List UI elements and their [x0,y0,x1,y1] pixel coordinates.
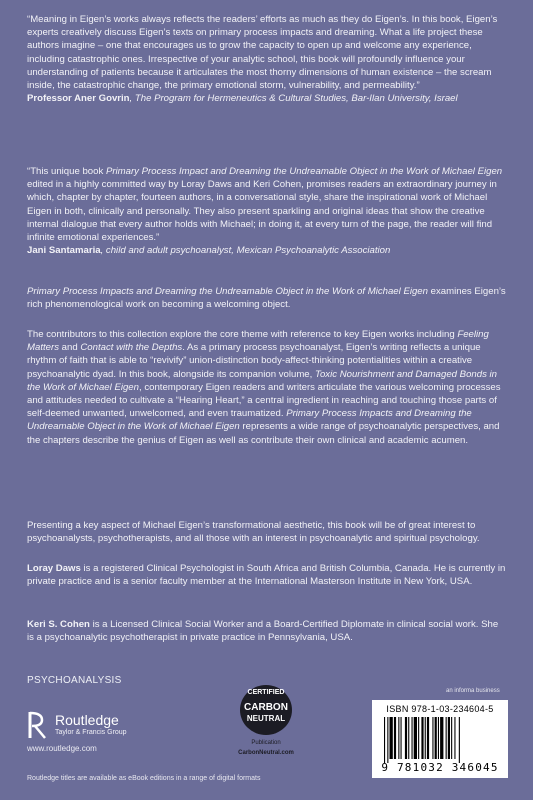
carbon-neutral-badge [227,682,305,762]
barcode-bar [408,717,409,759]
barcode-bar [448,717,450,759]
publisher-url: www.routledge.com [27,744,97,753]
endorsement-govrin [27,13,507,105]
barcode-bar [398,717,399,759]
blurb-intro: Primary Process Impacts and Dreaming the Undreamable Object in the Work of Michael Eigen examines Eigen’s rich phenomenological work on becoming a welcoming object. [27,286,506,311]
barcode-digits: 9 781032 346045 [381,761,499,774]
barcode-bar [425,717,426,759]
carbon-line1: CERTIFIED [247,689,285,696]
ebook-note: Routledge titles are available as eBook editions in a range of digital formats [27,775,261,782]
routledge-r-icon [27,710,49,740]
carbon-line4: Publication [251,740,281,746]
barcode-bar [454,717,455,759]
endorsement-attribution [27,92,507,105]
barcode-bar [414,717,417,759]
editor-bio-daws: Loray Daws is a registered Clinical Psychologist in South Africa and British Columbia, Canada. He is currently in private practice and is a senior faculty member at the International Masterson Institute in New York, USA. [27,563,506,588]
barcode-bar [405,717,407,759]
barcode-bar [446,717,447,759]
endorsement-affiliation: , child and adult psychoanalyst, Mexican Psychoanalytic Association [100,245,391,257]
editor-bio-cohen: Keri S. Cohen is a Licensed Clinical Social Worker and a Board-Certified Diplomate in clinical social work. She is a psychoanalytic psychotherapist in private practice in Pennsylvania, USA. [27,619,499,644]
editor-name: Keri S. Cohen [27,619,90,630]
barcode-bar [435,717,437,759]
barcode-bar [459,717,460,763]
carbon-line3: NEUTRAL [246,714,286,723]
isbn: ISBN 978-1-03-234604-5 [386,704,494,714]
endorsement-author: Professor Aner Govrin [27,93,130,105]
endorsement-affiliation: , The Program for Hermeneutics & Cultural Studies, Bar-Ilan University, Israel [129,93,458,105]
barcode-bar [432,717,433,759]
endorsement-text: “Meaning in Eigen’s works always reflects the readers’ efforts as much as they do Eigen’s. In this book, Eigen’s experts creatively discuss Eigen’s texts on primary process impacts and dreaming. What a life project these authors imagine – one that encourages us to grow the capacity to open up and welcome any experience, including catastrophic ones. Irrespective of your analytic school, this book will profoundly influence your understanding of patients because it articulates the most thorny dimensions of human existence – the scream inside, the catastrophic change, the primary emotional storm, vulnerability, and permeability.” [27,14,498,92]
endorsement-text: “This unique book Primary Process Impact and Dreaming the Undreamable Object in the Work of Michael Eigen edited in a highly committed way by Loray Daws and Keri Cohen, promises readers an extraordinary journey in which, chapter by chapter, fourteen authors, in a conversational style, share the inspirational work of Michael Eigen in both, clinically and personally. They also present sparkling and original ideas that show the creative internal dialogue that every author holds with Michael; in doing it, at every turn of the page, the reader will find infinite emotional experiences.” [27,166,503,244]
subject-category: PSYCHOANALYSIS [27,675,122,686]
barcode-bar [394,717,396,759]
endorsement-santamaria [27,165,507,257]
barcode-bar [438,717,439,759]
blurb-body: The contributors to this collection explore the core theme with reference to key Eigen works including Feeling Matters and Contact with the Depths. As a primary process psychoanalyst, Eigen’s writing reflects a unique rhythm of faith that is able to “revivify” union-distinction body-affect-thinking potentialities within a creative psychoanalytic dyad. In this book, alongside its companion volume, Toxic Nourishment and Damaged Bonds in the Work of Michael Eigen, contemporary Eigen readers and writers articulate the various welcoming processes and attitudes needed to cultivate a “Hearing Heart,” a central ingredient in reaching and touching those parts of self-deemed unwanted, unwelcomed, and even traumatized. Primary Process Impacts and Dreaming the Undreamable Object in the Work of Michael Eigen represents a wide range of psychoanalytic perspectives, and the chapters describe the genius of Eigen as well as contribute their own clinical and academic acumen. [27,329,501,446]
barcode [372,700,508,778]
barcode-bar [440,717,443,759]
informa-tag: an informa business [446,688,500,694]
barcode-bar [387,717,388,763]
barcode-bar [412,717,413,759]
publisher-name: Routledge [55,711,119,728]
blurb-audience: Presenting a key aspect of Michael Eigen’s transformational aesthetic, this book will be of great interest to psychoanalysts, psychotherapists, and all those with an interest in psychoanalytic and spiritual psychology. [27,520,480,545]
endorsement-attribution [27,244,507,257]
carbon-line2: CARBON [244,702,288,713]
barcode-bar [427,717,429,759]
barcode-bar [401,717,402,759]
publisher-group: Taylor & Francis Group [55,729,127,737]
barcode-bar [421,717,423,759]
book-title: Primary Process Impact and Dreaming the Undreamable Object in the Work of Michael Eigen [105,166,503,177]
barcode-bar [418,717,419,759]
barcode-bar [451,717,452,759]
editor-name: Loray Daws [27,563,81,574]
carbon-url: CarbonNeutral.com [238,750,294,756]
barcode-bar [390,717,393,759]
barcode-bar [384,717,385,763]
endorsement-author: Jani Santamaria [27,245,101,257]
book-title: Primary Process Impacts and Dreaming the Undreamable Object in the Work of Michael Eigen [27,286,428,297]
publisher-logo [27,706,127,744]
